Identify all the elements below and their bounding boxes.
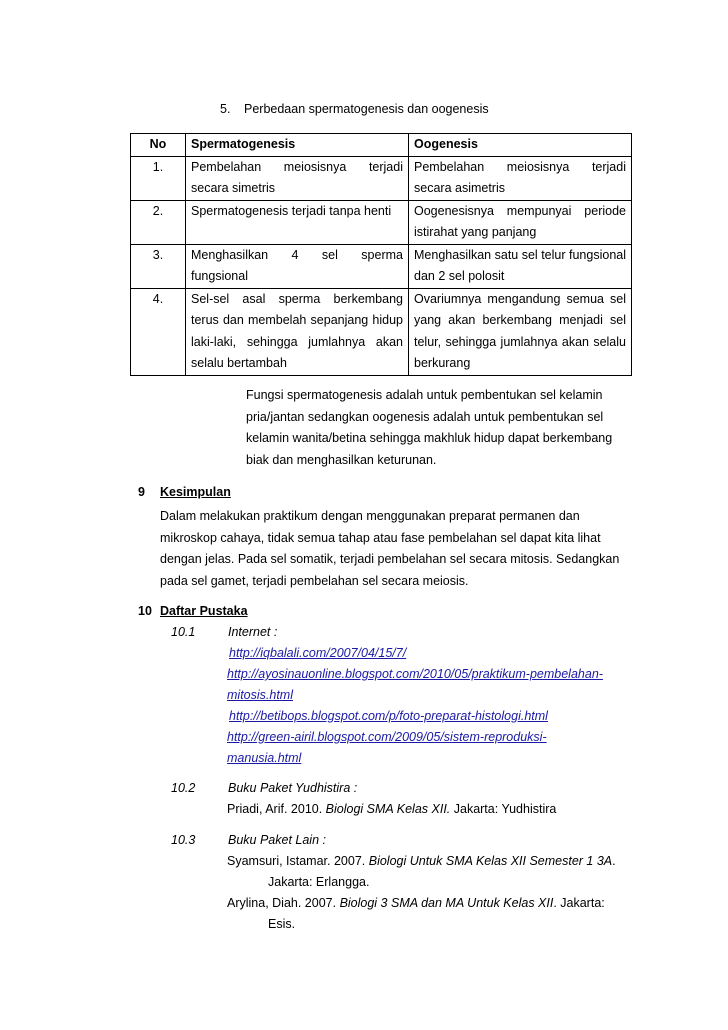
table-row bbox=[131, 200, 632, 244]
table-row bbox=[131, 288, 632, 375]
header-oogenesis: Oogenesis bbox=[409, 134, 632, 157]
cell-spermatogenesis: Menghasilkan 4 sel sperma fungsional bbox=[186, 244, 409, 288]
reference-priadi: Priadi, Arif. 2010. Biologi SMA Kelas XII. Jakarta: Yudhistira bbox=[227, 802, 557, 816]
row-number: 2. bbox=[131, 200, 186, 244]
cell-spermatogenesis: Spermatogenesis terjadi tanpa henti bbox=[186, 200, 409, 244]
section-10-number: 10 bbox=[138, 604, 152, 618]
row-number: 3. bbox=[131, 244, 186, 288]
cell-oogenesis: Ovariumnya mengandung semua sel yang akan berkembang menjadi sel telur, sehingga jumlahnya akan selalu berkurang bbox=[409, 288, 632, 375]
table-row bbox=[131, 156, 632, 200]
header-spermatogenesis: Spermatogenesis bbox=[186, 134, 409, 157]
sub-heading bbox=[220, 99, 489, 121]
subsection-10-3-number: 10.3 bbox=[171, 833, 196, 847]
reference-syamsuri: Syamsuri, Istamar. 2007. Biologi Untuk SMA Kelas XII Semester 1 3A. bbox=[227, 854, 616, 868]
table-row bbox=[131, 244, 632, 288]
reference-syamsuri-publisher: Jakarta: Erlangga. bbox=[268, 875, 370, 889]
cell-spermatogenesis: Sel-sel asal sperma berkembang terus dan membelah sepanjang hidup laki-laki, sehingga jumlahnya akan selalu bertambah bbox=[186, 288, 409, 375]
section-9-number: 9 bbox=[138, 485, 145, 499]
section-10-title: Daftar Pustaka bbox=[160, 604, 248, 618]
link-green-airil-cont[interactable]: manusia.html bbox=[227, 751, 302, 765]
subsection-10-2-number: 10.2 bbox=[171, 781, 196, 795]
subsection-10-3-title: Buku Paket Lain : bbox=[228, 833, 326, 847]
kesimpulan-paragraph: Dalam melakukan praktikum dengan menggunakan preparat permanen dan mikroskop cahaya, tidak semua tahap atau fase pembelahan sel dapat kita lihat dengan jelas. Pada sel somatik, terjadi pembelahan sel secara mitosis. Sedangkan pada sel gamet, terjadi pembelahan sel secara meiosis. bbox=[160, 509, 620, 588]
subsection-10-2-title: Buku Paket Yudhistira : bbox=[228, 781, 358, 795]
reference-arylina: Arylina, Diah. 2007. Biologi 3 SMA dan MA Untuk Kelas XII. Jakarta: bbox=[227, 896, 605, 910]
row-number: 1. bbox=[131, 156, 186, 200]
cell-spermatogenesis: Pembelahan meiosisnya terjadi secara simetris bbox=[186, 156, 409, 200]
cell-oogenesis: Oogenesisnya mempunyai periode istirahat yang panjang bbox=[409, 200, 632, 244]
table-header-row bbox=[131, 134, 632, 157]
sub-heading-number: 5. bbox=[220, 102, 231, 116]
fungsi-paragraph: Fungsi spermatogenesis adalah untuk pembentukan sel kelamin pria/jantan sedangkan oogenesis adalah untuk pembentukan sel kelamin wanita/betina sehingga makhluk hidup dapat berkembang biak dan menghasilkan keturunan. bbox=[246, 388, 613, 467]
link-ayosinauonline-cont[interactable]: mitosis.html bbox=[227, 688, 293, 702]
sub-heading-text: Perbedaan spermatogenesis dan oogenesis bbox=[244, 102, 489, 116]
subsection-10-1-title: Internet : bbox=[228, 625, 278, 639]
cell-oogenesis: Pembelahan meiosisnya terjadi secara asimetris bbox=[409, 156, 632, 200]
comparison-table bbox=[130, 133, 632, 376]
header-no: No bbox=[131, 134, 186, 157]
link-green-airil[interactable]: http://green-airil.blogspot.com/2009/05/sistem-reproduksi- bbox=[227, 730, 547, 744]
subsection-10-1-number: 10.1 bbox=[171, 625, 196, 639]
row-number: 4. bbox=[131, 288, 186, 375]
link-betibops[interactable]: http://betibops.blogspot.com/p/foto-preparat-histologi.html bbox=[229, 709, 548, 723]
cell-oogenesis: Menghasilkan satu sel telur fungsional dan 2 sel polosit bbox=[409, 244, 632, 288]
section-9-title: Kesimpulan bbox=[160, 485, 231, 499]
link-iqbalali[interactable]: http://iqbalali.com/2007/04/15/7/ bbox=[229, 646, 407, 660]
link-ayosinauonline[interactable]: http://ayosinauonline.blogspot.com/2010/05/praktikum-pembelahan- bbox=[227, 667, 603, 681]
reference-arylina-publisher: Esis. bbox=[268, 917, 296, 931]
